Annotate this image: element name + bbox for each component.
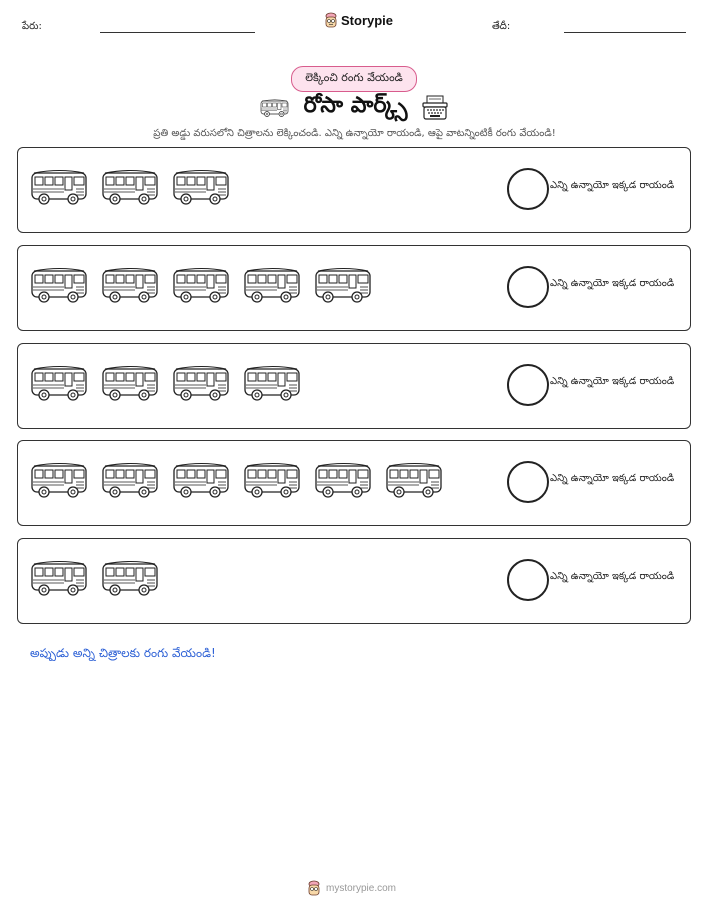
title-row bbox=[0, 92, 709, 124]
typewriter-icon bbox=[421, 94, 449, 122]
storypie-logo bbox=[324, 12, 393, 28]
bus-icon[interactable] bbox=[101, 363, 161, 403]
bus-group bbox=[30, 363, 303, 403]
answer-circle[interactable] bbox=[507, 364, 549, 406]
footer-note: అప్పుడు అన్ని చిత్రాలకు రంగు వేయండి! bbox=[30, 646, 216, 660]
answer-circle[interactable] bbox=[507, 266, 549, 308]
bus-group bbox=[30, 265, 374, 305]
logo-text: Storypie bbox=[341, 12, 394, 28]
bus-icon[interactable] bbox=[30, 265, 90, 305]
worksheet-header bbox=[0, 0, 709, 40]
name-label: పేరు: bbox=[22, 21, 42, 32]
bus-icon[interactable] bbox=[172, 363, 232, 403]
bus-icon[interactable] bbox=[243, 265, 303, 305]
site-footer bbox=[307, 880, 396, 896]
bus-icon[interactable] bbox=[172, 167, 232, 207]
counting-row bbox=[17, 147, 691, 233]
bus-group bbox=[30, 558, 161, 598]
mascot-icon bbox=[324, 12, 338, 28]
name-line bbox=[100, 32, 255, 33]
bus-icon[interactable] bbox=[30, 167, 90, 207]
counting-row bbox=[17, 245, 691, 331]
bus-group bbox=[30, 167, 232, 207]
bus-icon[interactable] bbox=[101, 167, 161, 207]
bus-icon[interactable] bbox=[101, 558, 161, 598]
answer-circle[interactable] bbox=[507, 168, 549, 210]
answer-prompt: ఎన్ని ఉన్నాయో ఇక్కడ రాయండి bbox=[550, 571, 675, 582]
site-url: mystorypie.com bbox=[326, 882, 397, 894]
bus-icon[interactable] bbox=[101, 460, 161, 500]
answer-prompt: ఎన్ని ఉన్నాయో ఇక్కడ రాయండి bbox=[550, 473, 675, 484]
counting-row bbox=[17, 538, 691, 624]
bus-icon[interactable] bbox=[101, 265, 161, 305]
bus-icon[interactable] bbox=[385, 460, 445, 500]
answer-prompt: ఎన్ని ఉన్నాయో ఇక్కడ రాయండి bbox=[550, 376, 675, 387]
bus-icon[interactable] bbox=[30, 460, 90, 500]
bus-icon[interactable] bbox=[172, 265, 232, 305]
answer-circle[interactable] bbox=[507, 559, 549, 601]
activity-badge: లెక్కించి రంగు వేయండి bbox=[291, 66, 417, 92]
answer-prompt: ఎన్ని ఉన్నాయో ఇక్కడ రాయండి bbox=[550, 180, 675, 191]
page-title: రోసా పార్క్స్ bbox=[303, 93, 408, 118]
bus-icon[interactable] bbox=[30, 558, 90, 598]
counting-row bbox=[17, 440, 691, 526]
bus-icon[interactable] bbox=[30, 363, 90, 403]
date-label: తేదీ: bbox=[492, 21, 511, 32]
bus-icon[interactable] bbox=[243, 363, 303, 403]
counting-row bbox=[17, 343, 691, 429]
answer-prompt: ఎన్ని ఉన్నాయో ఇక్కడ రాయండి bbox=[550, 278, 675, 289]
answer-circle[interactable] bbox=[507, 461, 549, 503]
instructions: ప్రతి అడ్డు వరుసలోని చిత్రాలను లెక్కించండి. ఎన్ని ఉన్నాయో రాయండి, ఆపై వాటన్నింటికీ రంగు వేయండి! bbox=[153, 128, 556, 139]
bus-group bbox=[30, 460, 445, 500]
bus-icon[interactable] bbox=[172, 460, 232, 500]
bus-icon bbox=[260, 97, 290, 119]
bus-icon[interactable] bbox=[243, 460, 303, 500]
bus-icon[interactable] bbox=[314, 265, 374, 305]
mascot-icon bbox=[307, 880, 321, 896]
date-line bbox=[564, 32, 686, 33]
bus-icon[interactable] bbox=[314, 460, 374, 500]
